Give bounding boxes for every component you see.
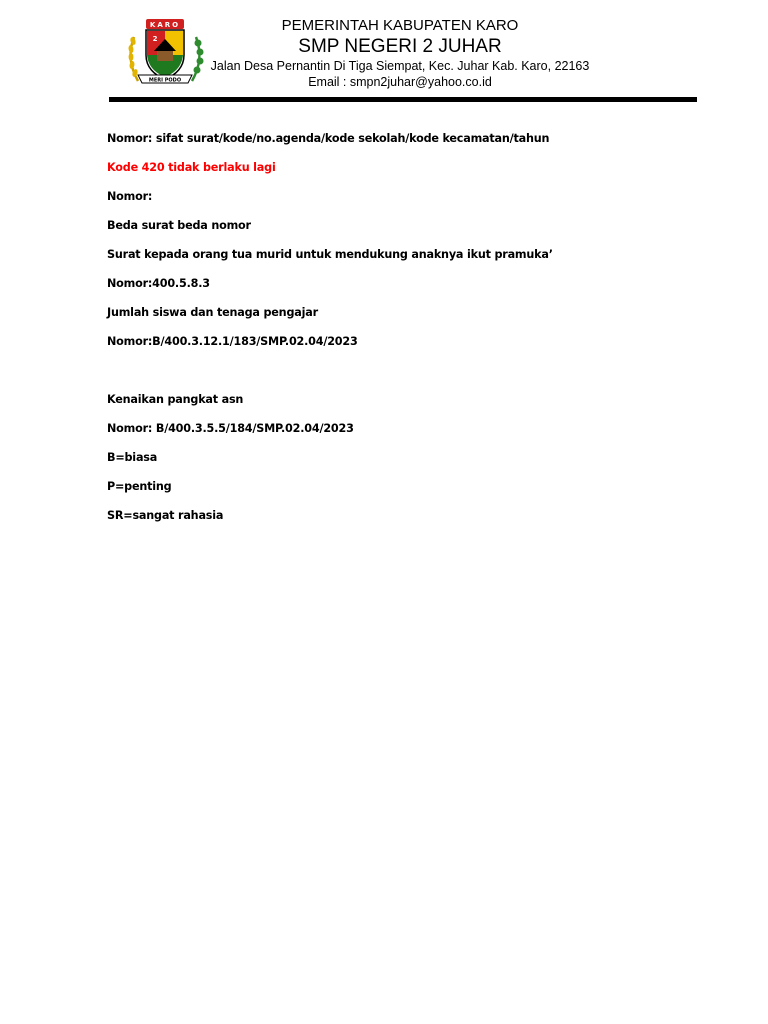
text-line: Kenaikan pangkat asn — [107, 393, 244, 406]
text-line: Beda surat beda nomor — [107, 219, 251, 232]
text-line: Surat kepada orang tua murid untuk mendukung anaknya ikut pramuka’ — [107, 248, 553, 261]
number-line: Nomor:B/400.3.12.1/183/SMP.02.04/2023 — [107, 335, 358, 348]
number-label-line: Nomor: — [107, 190, 153, 203]
letterhead — [0, 0, 768, 104]
numbering-format-line: Nomor: sifat surat/kode/no.agenda/kode sekolah/kode kecamatan/tahun — [107, 132, 550, 145]
emblem-top-text: KARO — [149, 21, 181, 29]
school-name: SMP NEGERI 2 JUHAR — [298, 36, 502, 57]
letterhead-divider — [109, 97, 697, 102]
number-line: Nomor:400.5.8.3 — [107, 277, 210, 290]
code-notice-line: Kode 420 tidak berlaku lagi — [107, 161, 276, 174]
emblem-number: 2 — [152, 35, 158, 43]
number-line: Nomor: B/400.3.5.5/184/SMP.02.04/2023 — [107, 422, 354, 435]
government-name: PEMERINTAH KABUPATEN KARO — [281, 17, 519, 34]
legend-line: SR=sangat rahasia — [107, 509, 224, 522]
school-email: Email : smpn2juhar@yahoo.co.id — [308, 75, 492, 89]
legend-line: P=penting — [107, 480, 172, 493]
school-address: Jalan Desa Pernantin Di Tiga Siempat, Kec. Juhar Kab. Karo, 22163 — [210, 59, 590, 73]
emblem-ribbon-text: MERI PODO — [148, 77, 182, 84]
legend-line: B=biasa — [107, 451, 158, 464]
text-line: Jumlah siswa dan tenaga pengajar — [107, 306, 318, 319]
